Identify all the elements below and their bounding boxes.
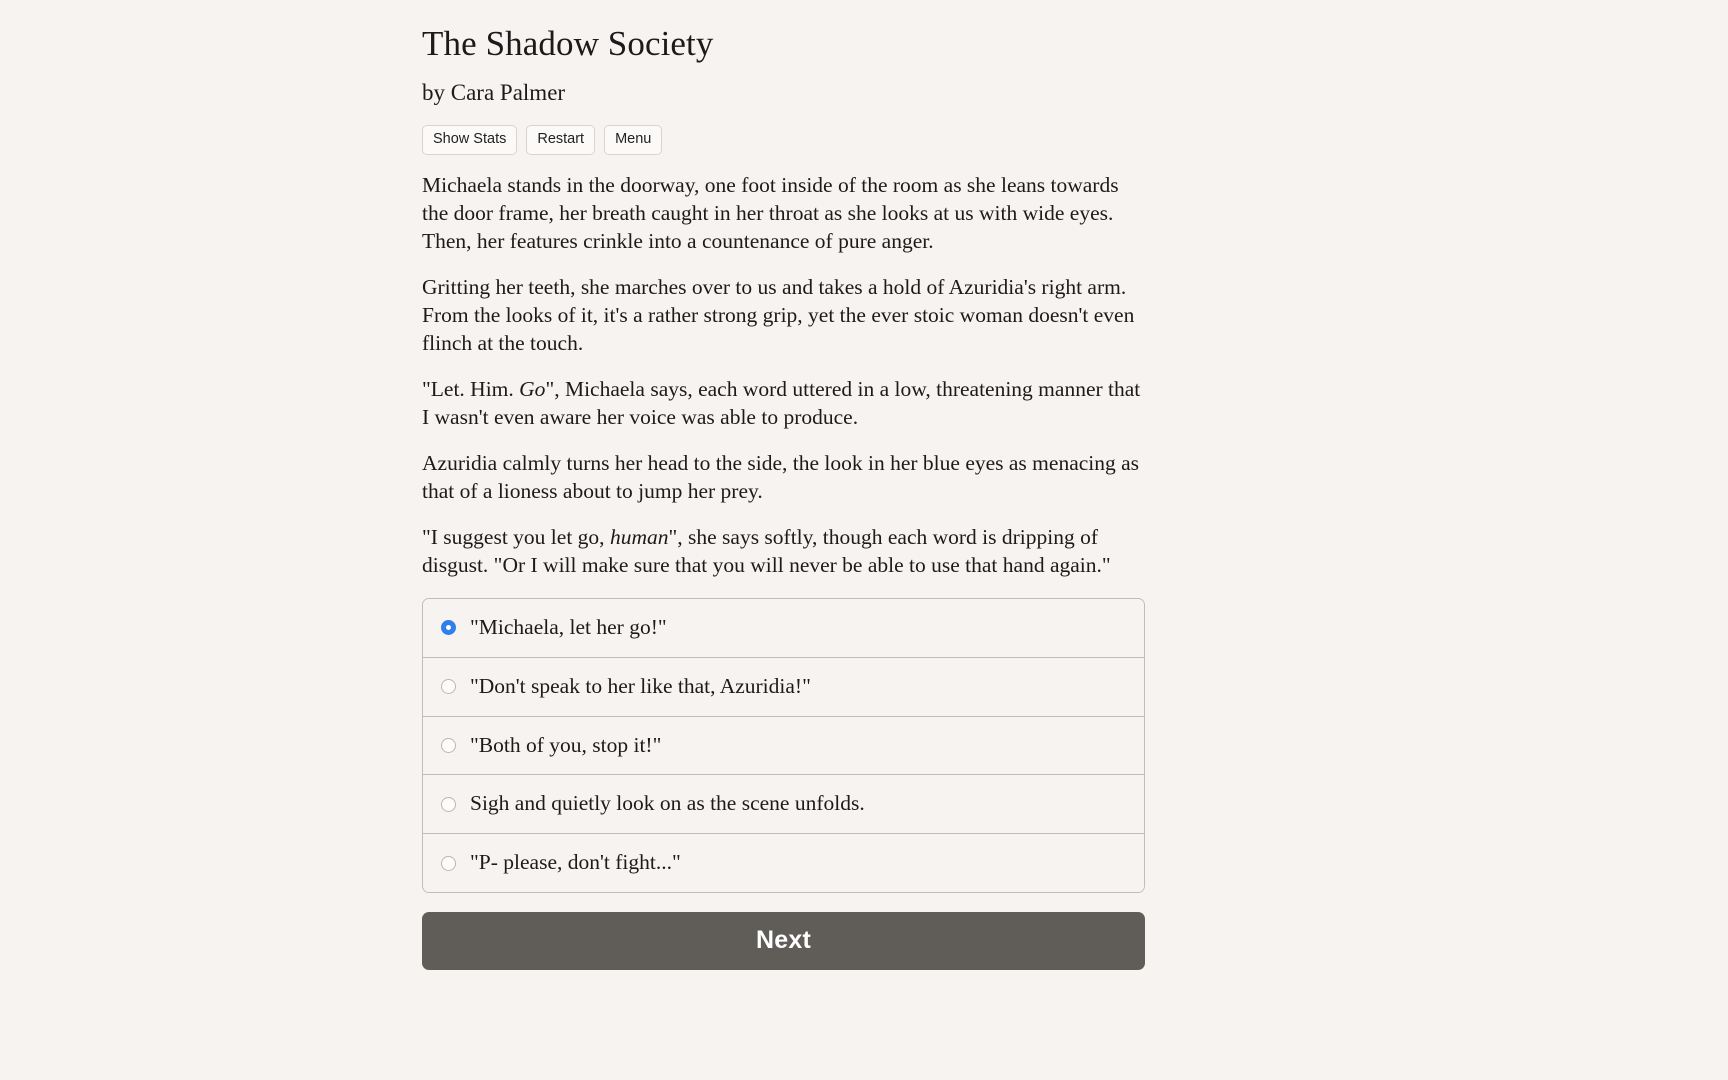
radio-unselected-icon[interactable] xyxy=(441,679,456,694)
story-text-run: "Let. Him. xyxy=(422,376,520,401)
story-text-run: Gritting her teeth, she marches over to us and takes a hold of Azuridia's right arm. From the looks of it, it's a rather strong grip, yet the ever stoic woman doesn't even flinch at the touch. xyxy=(422,274,1135,355)
content-column xyxy=(422,0,1145,970)
next-button[interactable]: Next xyxy=(422,912,1145,970)
emphasis-text: Go xyxy=(519,376,546,401)
choice-label: "P- please, don't fight..." xyxy=(470,850,681,875)
story-paragraph xyxy=(422,171,1145,255)
choice-option[interactable] xyxy=(423,599,1144,658)
choice-label: "Both of you, stop it!" xyxy=(470,732,662,757)
choice-label: "Don't speak to her like that, Azuridia!" xyxy=(470,673,811,698)
story-text-run: Azuridia calmly turns her head to the side, the look in her blue eyes as menacing as that of a lioness about to jump her prey. xyxy=(422,450,1140,503)
page-title: The Shadow Society xyxy=(422,24,714,63)
radio-unselected-icon[interactable] xyxy=(441,797,456,812)
restart-button[interactable]: Restart xyxy=(526,125,595,155)
story-paragraph xyxy=(422,375,1145,431)
toolbar xyxy=(422,106,1145,155)
choice-option[interactable] xyxy=(423,834,1144,892)
emphasis-text: human xyxy=(609,524,669,549)
story-paragraph xyxy=(422,273,1145,357)
radio-unselected-icon[interactable] xyxy=(441,738,456,753)
story-text-run: "I suggest you let go, xyxy=(422,524,610,549)
show-stats-button[interactable]: Show Stats xyxy=(422,125,517,155)
choice-list[interactable] xyxy=(422,598,1145,893)
choice-option[interactable] xyxy=(423,717,1144,776)
choice-label: Sigh and quietly look on as the scene unfolds. xyxy=(470,791,865,816)
choice-label: "Michaela, let her go!" xyxy=(470,615,667,640)
story-paragraph xyxy=(422,449,1145,505)
choice-option[interactable] xyxy=(423,658,1144,717)
author-byline: by Cara Palmer xyxy=(422,80,566,105)
story-text-run: ", she says softly, though each word is dripping of disgust. "Or I will make sure that you will never be able to use that hand again." xyxy=(422,524,1111,578)
radio-unselected-icon[interactable] xyxy=(441,856,456,871)
story-text-run: Michaela stands in the doorway, one foot inside of the room as she leans towards the door frame, her breath caught in her throat as she looks at us with wide eyes. Then, her features crinkle into a countenance of pure anger. xyxy=(422,172,1119,253)
story-paragraph xyxy=(422,523,1145,579)
radio-selected-icon[interactable] xyxy=(441,620,456,635)
story-text xyxy=(422,155,1145,580)
choice-option[interactable] xyxy=(423,775,1144,834)
story-text-run: ", Michaela says, each word uttered in a low, threatening manner that I wasn't even aware her voice was able to produce. xyxy=(422,376,1141,429)
menu-button[interactable]: Menu xyxy=(604,125,662,155)
